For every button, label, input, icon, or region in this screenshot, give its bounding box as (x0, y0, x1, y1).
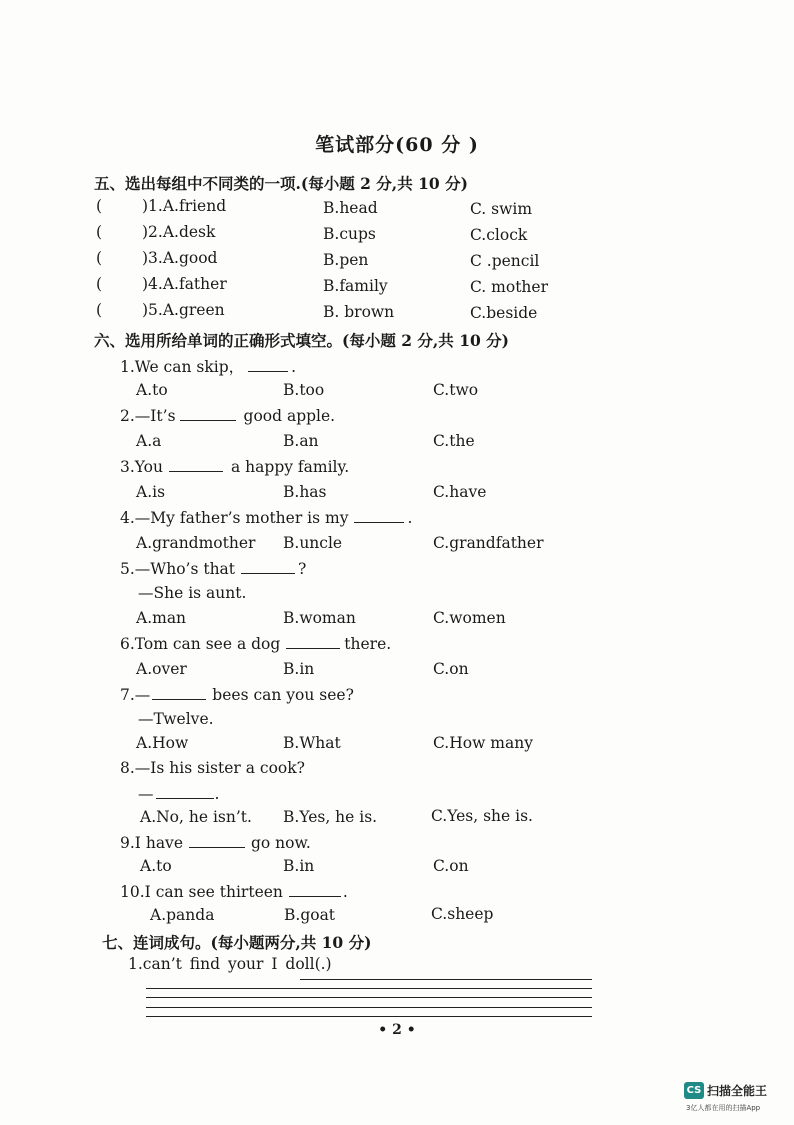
question-text: 7.— (120, 686, 151, 704)
option-a: A.to (136, 381, 168, 399)
section-7-heading: 七、连词成句。(每小题两分,共 10 分) (102, 933, 372, 952)
answer-paren[interactable]: ( (96, 223, 103, 241)
page-title: 笔试部分(60 分 ) (315, 134, 479, 156)
option-c: C .pencil (470, 252, 540, 270)
option-a: A.a (136, 432, 162, 450)
list-item (96, 223, 215, 241)
option-c: C.have (433, 483, 487, 501)
answer-blank[interactable] (289, 882, 341, 897)
option-b: B.an (283, 432, 319, 450)
cs-logo-icon: CS (684, 1082, 704, 1099)
answer-paren[interactable]: ( (96, 197, 103, 215)
question-text-end: a happy family. (231, 458, 350, 476)
question-text: 9.I have (120, 834, 183, 852)
option-c: C.two (433, 381, 479, 399)
option-a: A.man (136, 609, 187, 627)
question-text: 5.—Who’s that (120, 560, 236, 578)
answer-paren[interactable]: ( (96, 301, 103, 319)
option-b: B.has (283, 483, 327, 501)
question-8-reply (138, 784, 219, 803)
option-c: C.on (433, 660, 469, 678)
option-b: B.woman (283, 609, 356, 627)
question-text: 4.—My father’s mother is my (120, 509, 349, 527)
question-text-end: . (214, 785, 220, 803)
option-b: B.family (323, 277, 388, 295)
option-b: B.Yes, he is. (283, 808, 378, 826)
option-a: A.panda (150, 906, 215, 924)
option-c: C. swim (470, 200, 533, 218)
answer-blank[interactable] (286, 634, 340, 649)
question-text-end: ? (298, 560, 307, 578)
question-text-end: . (407, 509, 413, 527)
question-text-end: . (291, 358, 297, 376)
option-c: C.sheep (431, 905, 494, 923)
option-b: B.in (283, 660, 315, 678)
question-text-end: bees can you see? (212, 686, 354, 704)
question-5 (120, 559, 306, 578)
question-text: 6.Tom can see a dog (120, 635, 281, 653)
answer-blank[interactable] (156, 784, 214, 799)
option-a: )2.A.desk (142, 223, 216, 241)
option-a: A.grandmother (136, 534, 256, 552)
answer-blank[interactable] (248, 357, 288, 372)
question-text-end: good apple. (243, 407, 336, 425)
option-b: B. brown (323, 303, 395, 321)
reply-dash: — (138, 785, 154, 803)
option-c: C.grandfather (433, 534, 544, 552)
question-text: 1.We can skip， (120, 358, 245, 376)
option-c: C.beside (470, 304, 538, 322)
scanner-tagline: 3亿人都在用的扫描App (686, 1104, 761, 1112)
option-b: B.in (283, 857, 315, 875)
option-a: A.is (136, 483, 166, 501)
question-9 (120, 833, 311, 852)
question-1 (120, 355, 296, 377)
option-b: B.head (323, 199, 378, 217)
writing-line[interactable] (146, 997, 592, 998)
question-5-reply: —She is aunt. (138, 584, 247, 602)
question-4 (120, 508, 412, 527)
option-a: A.No, he isn’t. (140, 808, 252, 826)
list-item (96, 197, 226, 215)
option-b: B.cups (323, 225, 376, 243)
option-b: B.too (283, 381, 325, 399)
option-b: B.pen (323, 251, 369, 269)
list-item (96, 249, 217, 267)
writing-line[interactable] (146, 988, 592, 989)
writing-line[interactable] (146, 1016, 592, 1017)
list-item (96, 301, 225, 319)
question-text: 2.—It’s (120, 407, 176, 425)
option-c: C.women (433, 609, 506, 627)
option-a: )4.A.father (142, 275, 227, 293)
option-a: )5.A.green (142, 301, 225, 319)
option-c: C.Yes, she is. (431, 807, 533, 825)
scanner-name: 扫描全能王 (707, 1084, 768, 1098)
option-a: )1.A.friend (142, 197, 227, 215)
list-item (96, 275, 227, 293)
option-a: A.How (136, 734, 189, 752)
question-7 (120, 685, 354, 704)
question-text: 10.I can see thirteen (120, 883, 283, 901)
option-a: )3.A.good (142, 249, 218, 267)
answer-paren[interactable]: ( (96, 249, 103, 267)
question-text-end: go now. (251, 834, 311, 852)
option-c: C.on (433, 857, 469, 875)
answer-paren[interactable]: ( (96, 275, 103, 293)
option-b: B.uncle (283, 534, 343, 552)
option-c: C.How many (433, 734, 533, 752)
option-a: A.over (136, 660, 187, 678)
question-10 (120, 882, 348, 901)
option-c: C. mother (470, 278, 548, 296)
question-7-reply: —Twelve. (138, 710, 214, 728)
answer-blank[interactable] (152, 685, 206, 700)
answer-blank[interactable] (169, 457, 223, 472)
question-3 (120, 457, 349, 476)
question-text: 3.You (120, 458, 163, 476)
writing-line[interactable] (300, 979, 592, 980)
option-a: A.to (140, 857, 172, 875)
section-5-heading: 五、选出每组中不同类的一项.(每小题 2 分,共 10 分) (94, 174, 468, 193)
question-text-end: there. (344, 635, 392, 653)
option-b: B.What (283, 734, 341, 752)
question-2 (120, 406, 335, 425)
question-8: 8.—Is his sister a cook? (120, 759, 305, 777)
scanner-watermark (684, 1080, 767, 1099)
answer-blank[interactable] (354, 508, 404, 523)
answer-blank[interactable] (241, 559, 295, 574)
option-b: B.goat (284, 906, 336, 924)
question-text-end: . (342, 883, 348, 901)
option-c: C.the (433, 432, 475, 450)
page-number: • 2 • (378, 1022, 416, 1038)
option-c: C.clock (470, 226, 528, 244)
answer-blank[interactable] (180, 406, 236, 421)
section-6-heading: 六、选用所给单词的正确形式填空。(每小题 2 分,共 10 分) (94, 331, 510, 350)
question-1-words: 1.can’t find your I doll(.) (128, 955, 332, 973)
writing-line[interactable] (146, 1007, 592, 1008)
question-6 (120, 634, 391, 653)
answer-blank[interactable] (189, 833, 245, 848)
